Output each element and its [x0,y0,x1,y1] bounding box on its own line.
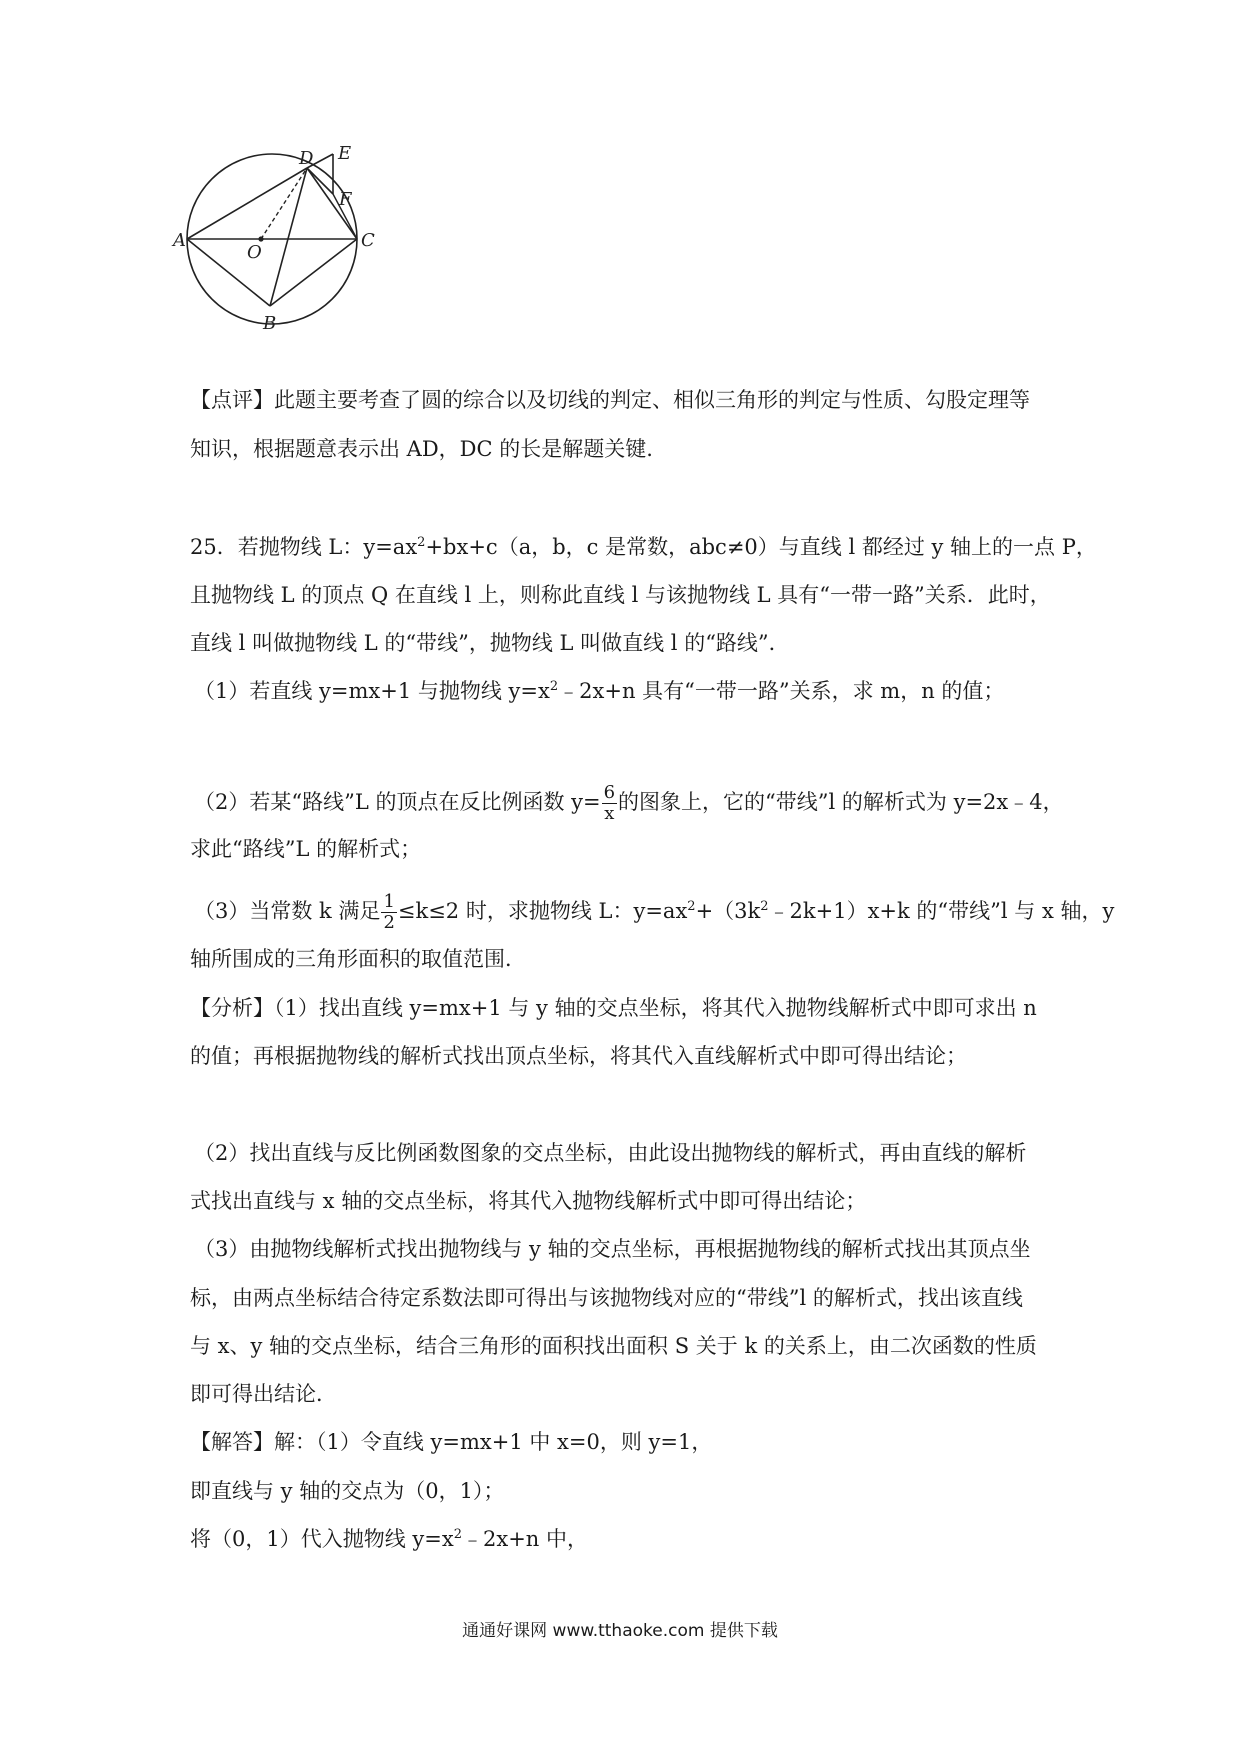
question-2-line-1: （2）若某“路线”L 的顶点在反比例函数 y= $\frac{6}{x}$ 的图象上，它的“带线”l 的解析式为 y=2x﹣4， [194,782,1064,824]
analysis-line-2: 的值；再根据抛物线的解析式找出顶点坐标，将其代入直线解析式中即可得出结论； [190,1044,967,1068]
comment-line-2: 知识，根据题意表示出 AD，DC 的长是解题关键. [190,437,653,461]
question-1: （1）若直线 y=mx+1 与抛物线 $y=x^2﹣2x+n$ 具有“一带一路”关系，求 m，n 的值； [194,679,1005,703]
segment-ad [187,168,307,239]
label-d: D [299,148,314,169]
analysis-line-4: 式找出直线与 x 轴的交点坐标，将其代入抛物线解析式中即可得出结论； [190,1189,867,1213]
analysis-line-8: 即可得出结论． [190,1382,337,1406]
label-c: C [361,230,375,251]
problem-intro-line-2: 且抛物线 L 的顶点 Q 在直线 l 上，则称此直线 l 与该抛物线 L 具有“一带一路”关系．此时， [190,583,1051,607]
circle-geometry-figure [173,143,415,375]
question-3-line-1: （3）当常数 k 满足 $\frac{1}{2}$ ≤k≤2 时，求抛物线 L：$y=ax^2+(3k^2﹣2k+1)x+k$ 的“带线”l 与 x 轴，y [194,891,1115,933]
label-b: B [263,313,277,334]
fraction-1-over-2: $\frac{1}{2}$ [383,891,395,933]
analysis-line-5: （3）由抛物线解析式找出抛物线与 y 轴的交点坐标，再根据抛物线的解析式找出其顶点坐 [194,1237,1031,1261]
center-point-o [258,236,263,241]
problem-intro-line-1: 25．若抛物线 L：$y=ax^2+bx+c(a$，b，c 是常数，abc≠0）与直线 l 都经过 y 轴上的一点 P， [190,535,1097,559]
segment-bd [270,168,307,306]
problem-intro-line-3: 直线 l 叫做抛物线 L 的“带线”，抛物线 L 叫做直线 l 的“路线”． [190,631,790,655]
analysis-line-7: 与 x、y 轴的交点坐标，结合三角形的面积找出面积 S 关于 k 的关系上，由二次函数的性质 [190,1334,1037,1358]
segment-bc [270,239,357,306]
analysis-line-1: 【分析】（1）找出直线 y=mx+1 与 y 轴的交点坐标，将其代入抛物线解析式中即可求出 n [190,996,1037,1020]
analysis-line-6: 标，由两点坐标结合待定系数法即可得出与该抛物线对应的“带线”l 的解析式，找出该直线 [190,1286,1023,1310]
label-e: E [338,143,352,164]
question-3-line-2: 轴所围成的三角形面积的取值范围． [190,947,526,971]
segment-df [307,168,333,194]
label-a: A [173,230,186,251]
label-o: O [247,242,262,263]
question-2-line-2: 求此“路线”L 的解析式； [190,837,422,861]
fraction-6-over-x: $\frac{6}{x}$ [603,782,616,824]
analysis-line-3: （2）找出直线与反比例函数图象的交点坐标，由此设出抛物线的解析式，再由直线的解析 [194,1141,1027,1165]
label-f: F [339,189,352,210]
solution-line-1: 【解答】解：（1）令直线 y=mx+1 中 x=0，则 y=1， [190,1430,713,1454]
solution-line-3: 将（0，1）代入抛物线 $y=x^2﹣2x+n$ 中， [190,1527,588,1551]
solution-line-2: 即直线与 y 轴的交点为（0，1）； [190,1479,505,1503]
page-footer: 通通好课网 www.tthaoke.com 提供下载 [462,1621,778,1641]
comment-line-1: 【点评】此题主要考查了圆的综合以及切线的判定、相似三角形的判定与性质、勾股定理等 [190,388,1030,412]
segment-od-dashed [261,168,307,239]
